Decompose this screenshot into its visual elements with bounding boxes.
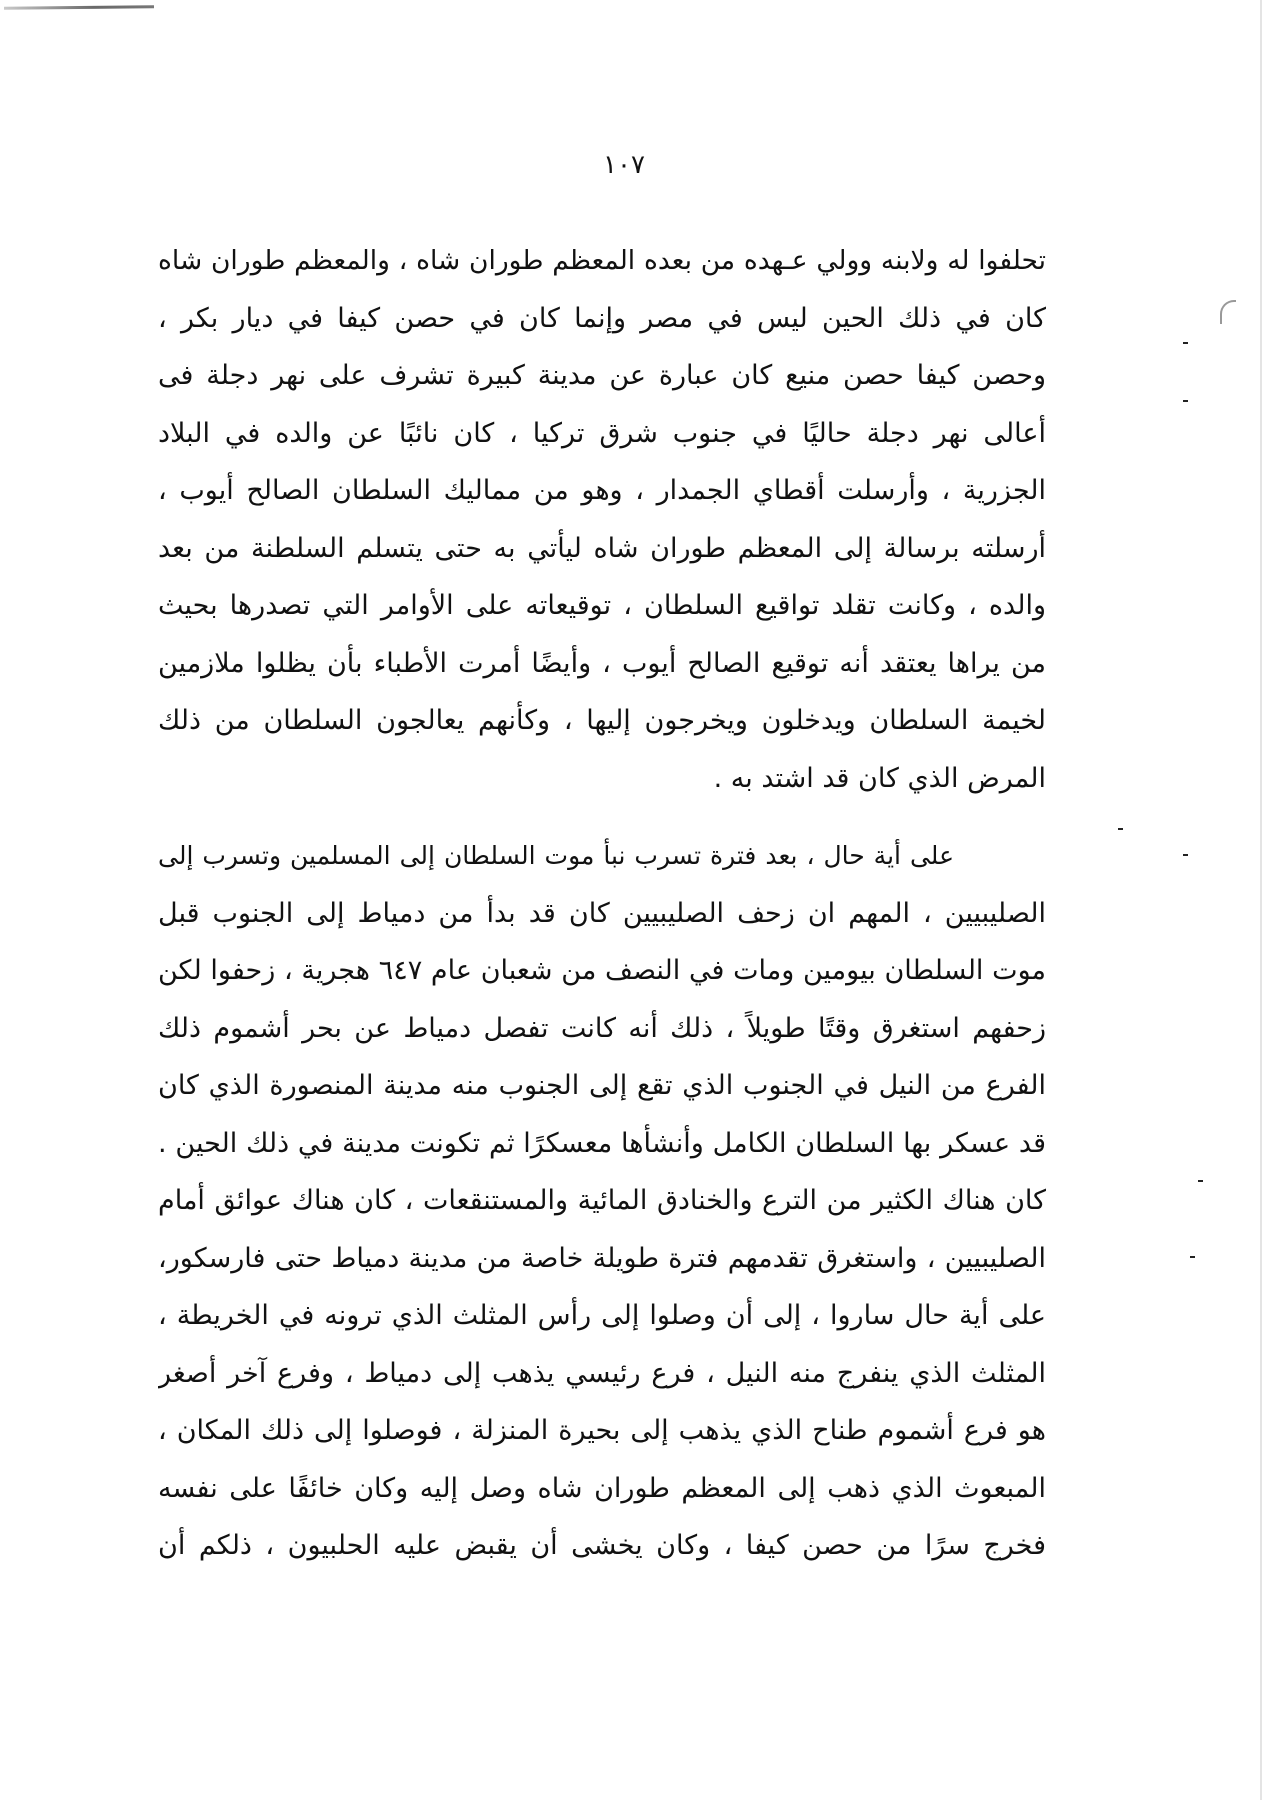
text-line: من يراها يعتقد أنه توقيع الصالح أيوب ، وأيضًا أمرت الأطباء بأن يظلوا ملازمين xyxy=(158,647,1046,679)
margin-tick-mark xyxy=(1198,1180,1203,1182)
text-line: زحفهم استغرق وقتًا طويلاً ، ذلك أنه كانت تفصل دمياط عن بحر أشموم ذلك xyxy=(158,1012,1046,1044)
text-line: المرض الذي كان قد اشتد به . xyxy=(713,762,1046,794)
text-line: الصليبيين ، واستغرق تقدمهم فترة طويلة خاصة من مدينة دمياط حتى فارسكور، xyxy=(158,1242,1046,1274)
text-line: وحصن كيفا حصن منيع كان عبارة عن مدينة كبيرة تشرف على نهر دجلة فى xyxy=(158,360,1046,391)
text-line: قد عسكر بها السلطان الكامل وأنشأها معسكرًا ثم تكونت مدينة في ذلك الحين . xyxy=(158,1127,1046,1159)
page-edge-shadow xyxy=(1260,0,1262,1800)
text-line: لخيمة السلطان ويدخلون ويخرجون إليها ، وكأنهم يعالجون السلطان من ذلك xyxy=(158,705,1046,736)
text-line: المبعوث الذي ذهب إلى المعظم طوران شاه وصل إليه وكان خائفًا على نفسه xyxy=(158,1472,1046,1504)
text-line: على أية حال ساروا ، إلى أن وصلوا إلى رأس المثلث الذي ترونه في الخريطة ، xyxy=(158,1300,1046,1331)
text-line: موت السلطان بيومين ومات في النصف من شعبان عام ٦٤٧ هجرية ، زحفوا لكن xyxy=(158,955,1046,986)
text-line: هو فرع أشموم طناح الذي يذهب إلى بحيرة المنزلة ، فوصلوا إلى ذلك المكان ، xyxy=(158,1415,1046,1446)
text-line: أرسلته برسالة إلى المعظم طوران شاه ليأتي به حتى يتسلم السلطنة من بعد xyxy=(158,532,1046,564)
text-line: على أية حال ، بعد فترة تسرب نبأ موت السلطان إلى المسلمين وتسرب إلى xyxy=(158,841,954,870)
page-number xyxy=(0,150,1272,180)
margin-tick-mark xyxy=(1183,854,1188,856)
paragraph xyxy=(158,232,1046,807)
text-line: أعالى نهر دجلة حاليًا في جنوب شرق تركيا ، كان نائبًا عن والده في البلاد xyxy=(158,417,1046,449)
margin-tick-mark xyxy=(1118,828,1123,830)
text-line: تحلفوا له ولابنه وولي عـهده من بعده المعظم طوران شاه ، والمعظم طوران شاه xyxy=(158,245,1046,276)
text-line: كان في ذلك الحين ليس في مصر وإنما كان في حصن كيفا في ديار بكر ، xyxy=(158,302,1046,334)
text-line: الجزرية ، وأرسلت أقطاي الجمدار ، وهو من مماليك السلطان الصالح أيوب ، xyxy=(158,475,1046,506)
text-line: الفرع من النيل في الجنوب الذي تقع إلى الجنوب منه مدينة المنصورة الذي كان xyxy=(158,1070,1046,1101)
paragraph-gap xyxy=(158,807,1046,827)
text-line: الصليبيين ، المهم ان زحف الصليبيين كان قد بدأ من دمياط إلى الجنوب قبل xyxy=(158,897,1046,929)
text-line: المثلث الذي ينفرج منه النيل ، فرع رئيسي يذهب إلى دمياط ، وفرع آخر أصغر xyxy=(158,1357,1046,1389)
paragraph xyxy=(158,827,1046,1575)
margin-tick-mark xyxy=(1190,1256,1195,1258)
margin-tick-mark xyxy=(1183,400,1188,402)
margin-tick-mark xyxy=(1183,342,1188,344)
text-line: والده ، وكانت تقلد تواقيع السلطان ، توقيعاته على الأوامر التي تصدرها بحيث xyxy=(158,590,1046,621)
margin-bracket-mark xyxy=(1220,300,1236,324)
body-text xyxy=(158,232,1046,1575)
text-line: كان هناك الكثير من الترع والخنادق المائية والمستنقعات ، كان هناك عوائق أمام xyxy=(158,1185,1046,1216)
page-number-text: ١٠٧ xyxy=(603,150,645,180)
text-line: فخرج سرًا من حصن كيفا ، وكان يخشى أن يقبض عليه الحلبيون ، ذلكم أن xyxy=(158,1530,1046,1561)
scan-edge-artifact xyxy=(4,5,154,10)
